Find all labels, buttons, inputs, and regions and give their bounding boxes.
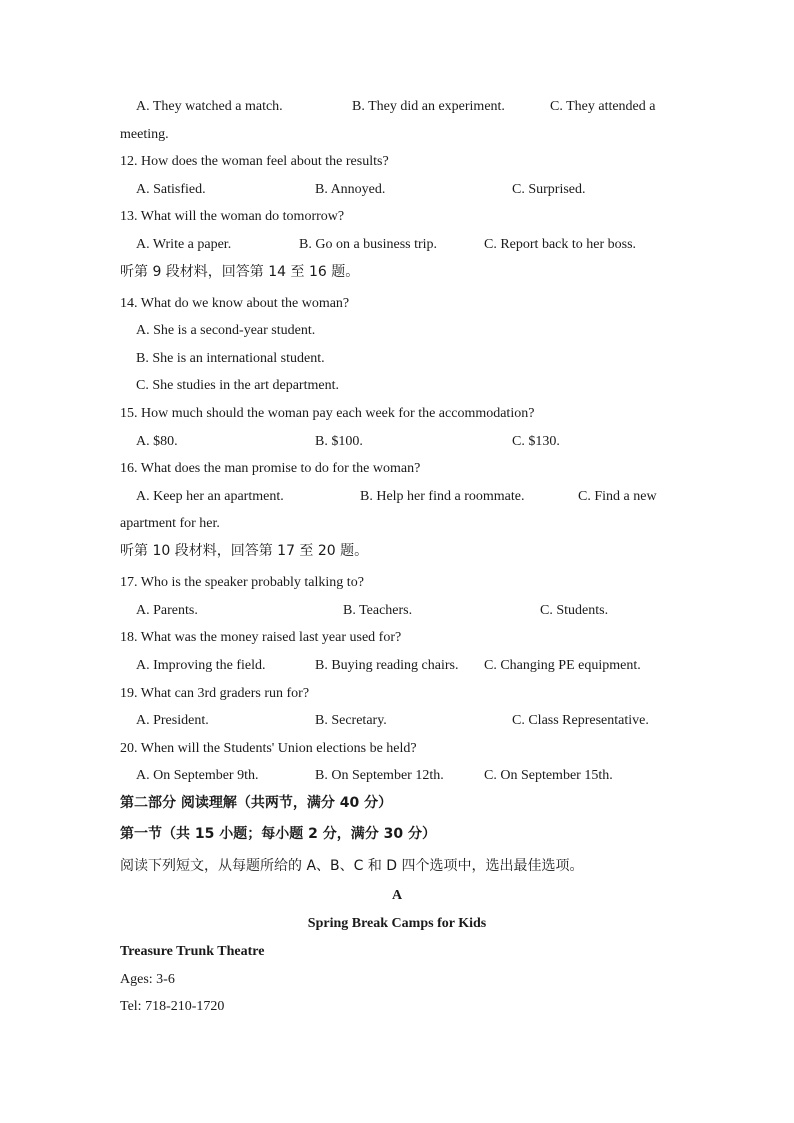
passage-letter: A [391,888,403,903]
q12-option-c: C. Surprised. [512,182,586,197]
q12-option-b: B. Annoyed. [315,182,386,197]
q20-stem: 20. When will the Students' Union elections be held? [120,741,417,756]
q19-option-b: B. Secretary. [315,713,387,728]
q17-option-a: A. Parents. [136,603,198,618]
q19-stem: 19. What can 3rd graders run for? [120,686,310,701]
q11-option-c-cont: meeting. [120,127,169,142]
q20-option-c: C. On September 15th. [484,768,613,783]
q16-option-c: C. Find a new [578,489,657,504]
q11-option-c: C. They attended a [550,99,656,114]
q13-stem: 13. What will the woman do tomorrow? [120,209,345,224]
q16-option-b: B. Help her find a roommate. [360,489,525,504]
q18-option-b: B. Buying reading chairs. [315,658,459,673]
camp-name: Treasure Trunk Theatre [120,944,265,959]
q20-option-b: B. On September 12th. [315,768,444,783]
q13-option-c: C. Report back to her boss. [484,237,637,252]
q18-option-c: C. Changing PE equipment. [484,658,641,673]
q14-option-a: A. She is a second-year student. [136,323,316,338]
q15-option-a: A. $80. [136,434,178,449]
q19-option-a: A. President. [136,713,209,728]
q20-option-a: A. On September 9th. [136,768,259,783]
q16-option-c-cont: apartment for her. [120,516,220,531]
q15-option-c: C. $130. [512,434,560,449]
q17-option-b: B. Teachers. [343,603,413,618]
section-9-heading: 听第 9 段材料，回答第 14 至 16 题。 [120,264,360,280]
instructions: 阅读下列短文，从每题所给的 A、B、C 和 D 四个选项中，选出最佳选项。 [120,858,584,874]
q17-stem: 17. Who is the speaker probably talking to? [120,575,364,590]
camp-tel: Tel: 718-210-1720 [120,999,225,1014]
q16-stem: 16. What does the man promise to do for the woman? [120,461,421,476]
q14-option-b: B. She is an international student. [136,351,325,366]
q18-stem: 18. What was the money raised last year used for? [120,630,402,645]
section-10-heading: 听第 10 段材料，回答第 17 至 20 题。 [120,543,369,559]
q14-option-c: C. She studies in the art department. [136,378,339,393]
q19-option-c: C. Class Representative. [512,713,649,728]
q12-option-a: A. Satisfied. [136,182,206,197]
q16-option-a: A. Keep her an apartment. [136,489,284,504]
q13-option-a: A. Write a paper. [136,237,232,252]
part-2-heading: 第二部分 阅读理解（共两节，满分 40 分） [120,795,393,811]
q14-stem: 14. What do we know about the woman? [120,296,350,311]
q12-stem: 12. How does the woman feel about the results? [120,154,389,169]
passage-title: Spring Break Camps for Kids [307,916,487,931]
q11-option-a: A. They watched a match. [136,99,283,114]
q11-option-b: B. They did an experiment. [352,99,505,114]
q18-option-a: A. Improving the field. [136,658,266,673]
q15-option-b: B. $100. [315,434,363,449]
q17-option-c: C. Students. [540,603,609,618]
section-1-heading: 第一节（共 15 小题；每小题 2 分，满分 30 分） [120,826,436,842]
q13-option-b: B. Go on a business trip. [299,237,438,252]
camp-ages: Ages: 3-6 [120,972,175,987]
q15-stem: 15. How much should the woman pay each week for the accommodation? [120,406,535,421]
